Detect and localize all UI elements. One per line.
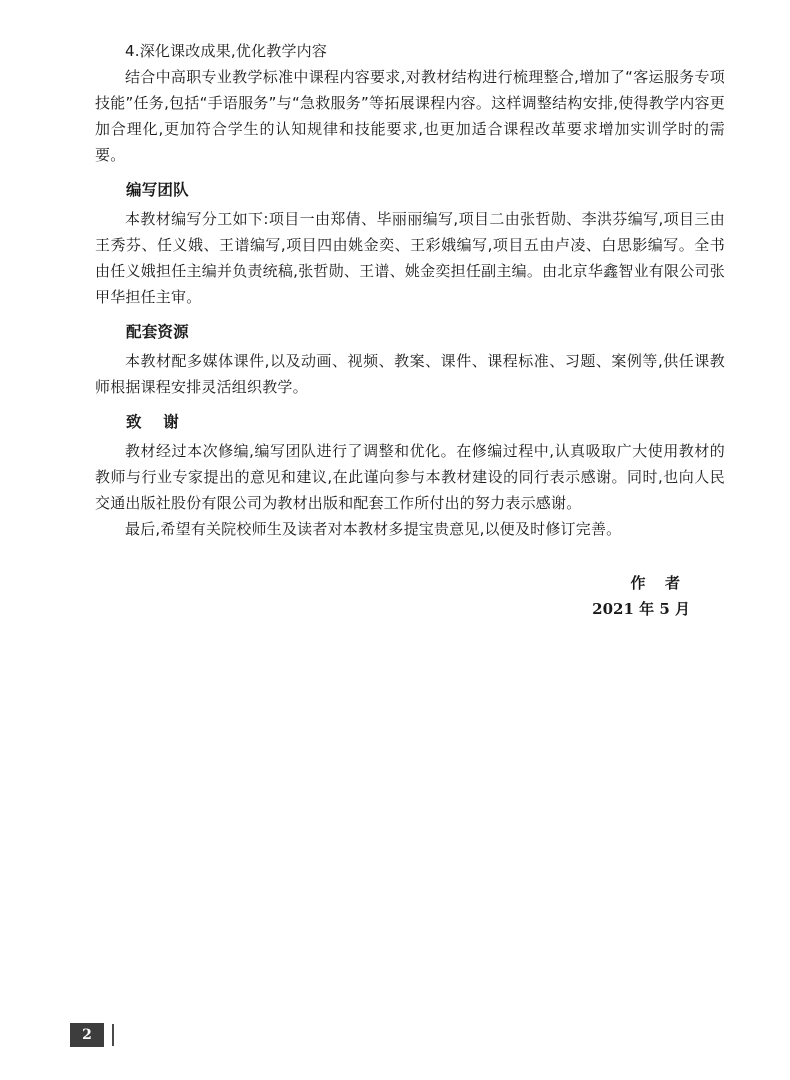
signature-date: 2021 年 5 月 (592, 600, 690, 618)
item-4-paragraph: 结合中高职专业教学标准中课程内容要求,对教材结构进行梳理整合,增加了“客运服务专项技能”任务,包括“手语服务”与“急救服务”等拓展课程内容。这样调整结构安排,使得教学内容更加合理化,更加符合学生的认知规律和技能要求,也更加适合课程改革要求增加实训学时的需要。 (95, 68, 725, 164)
signature-block (592, 570, 700, 622)
team-heading: 编写团队 (126, 181, 189, 199)
thanks-paragraph-1: 教材经过本次修编,编写团队进行了调整和优化。在修编过程中,认真吸取广大使用教材的教师与行业专家提出的意见和建议,在此谨向参与本教材建设的同行表示感谢。同时,也向人民交通出版社股份有限公司为教材出版和配套工作所付出的努力表示感谢。 (95, 442, 725, 512)
thanks-paragraph-2: 最后,希望有关院校师生及读者对本教材多提宝贵意见,以便及时修订完善。 (125, 520, 622, 538)
resources-paragraph: 本教材配多媒体课件,以及动画、视频、教案、课件、课程标准、习题、案例等,供任课教师根据课程安排灵活组织教学。 (95, 352, 725, 396)
footer-divider (112, 1024, 114, 1046)
page-content (95, 38, 725, 542)
item-4-heading: 4.深化课改成果,优化教学内容 (125, 42, 328, 60)
thanks-heading: 致谢 (126, 413, 201, 431)
page-number: 2 (70, 1023, 104, 1047)
resources-heading: 配套资源 (126, 323, 189, 341)
team-paragraph: 本教材编写分工如下:项目一由郑倩、毕丽丽编写,项目二由张哲勋、李洪芬编写,项目三由王秀芬、任义娥、王谱编写,项目四由姚金奕、王彩娥编写,项目五由卢凌、白思影编写。全书由任义娥担任主编并负责统稿,张哲勋、王谱、姚金奕担任副主编。由北京华鑫智业有限公司张甲华担任主审。 (95, 210, 725, 306)
signature-author: 作者 (630, 574, 700, 592)
page-footer (70, 1022, 114, 1048)
